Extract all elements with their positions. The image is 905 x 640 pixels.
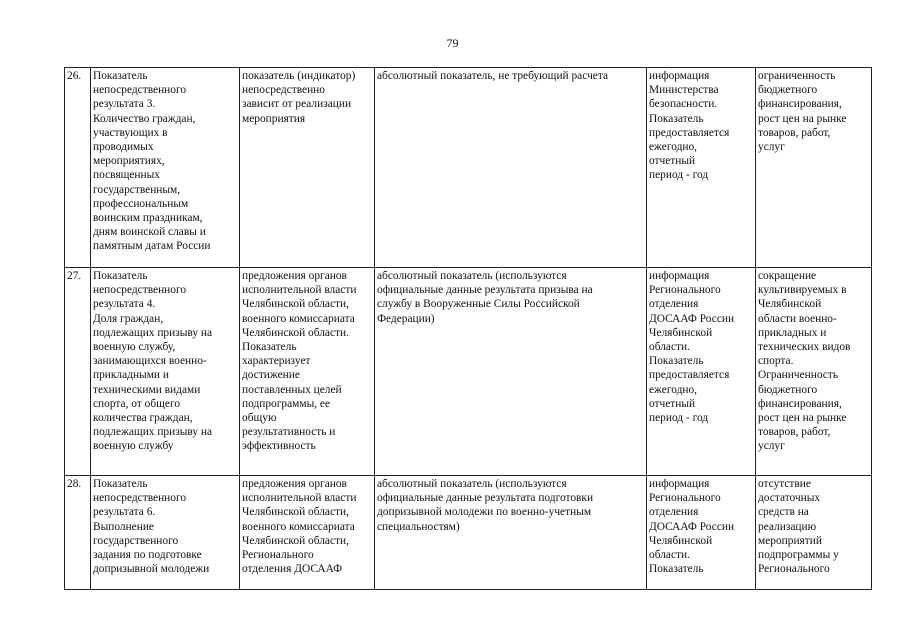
calculation-method-cell: абсолютный показатель (используются официальные данные результата подготовки допризывной молодежи по военно-учетным специальностям) [375, 476, 647, 590]
indicator-type-cell: предложения органов исполнительной власти Челябинской области, военного комиссариата Челябинской области. Показатель характеризует достижение поставленных целей подпрограммы, ее общую результативность и эффективность [240, 268, 375, 476]
data-source-cell: информация Министерства безопасности. Показатель предоставляется ежегодно, отчетный период - год [647, 68, 756, 268]
row-number: 28. [65, 476, 91, 590]
risks-cell: ограниченность бюджетного финансирования, рост цен на рынке товаров, работ, услуг [756, 68, 872, 268]
data-source-cell: информация Регионального отделения ДОСААФ России Челябинской области. Показатель предоставляется ежегодно, отчетный период - год [647, 268, 756, 476]
indicators-table [64, 67, 872, 590]
indicator-type-cell: предложения органов исполнительной власти Челябинской области, военного комиссариата Челябинской области, Регионального отделения ДОСААФ [240, 476, 375, 590]
calculation-method-cell: абсолютный показатель (используются официальные данные результата призыва на службу в Вооруженные Силы Российской Федерации) [375, 268, 647, 476]
indicator-name-cell: Показатель непосредственного результата 3. Количество граждан, участвующих в проводимых мероприятиях, посвященных государственным, профессиональным воинским праздникам, дням воинской славы и памятным датам России [91, 68, 240, 268]
data-source-cell: информация Регионального отделения ДОСААФ России Челябинской области. Показатель [647, 476, 756, 590]
risks-cell: сокращение культивируемых в Челябинской области военно- прикладных и технических видов спорта. Ограниченность бюджетного финансирования, рост цен на рынке товаров, работ, услуг [756, 268, 872, 476]
indicator-name-cell: Показатель непосредственного результата 4. Доля граждан, подлежащих призыву на военную службу, занимающихся военно- прикладными и техническими видами спорта, от общего количества граждан, подлежащих призыву на военную службу [91, 268, 240, 476]
calculation-method-cell: абсолютный показатель, не требующий расчета [375, 68, 647, 268]
row-number: 26. [65, 68, 91, 268]
table-row [65, 476, 872, 590]
row-number: 27. [65, 268, 91, 476]
indicator-type-cell: показатель (индикатор) непосредственно зависит от реализации мероприятия [240, 68, 375, 268]
risks-cell: отсутствие достаточных средств на реализацию мероприятий подпрограммы у Регионального [756, 476, 872, 590]
indicator-name-cell: Показатель непосредственного результата 6. Выполнение государственного задания по подготовке допризывной молодежи [91, 476, 240, 590]
page-number: 79 [446, 36, 459, 50]
table-row [65, 268, 872, 476]
table-row [65, 68, 872, 268]
